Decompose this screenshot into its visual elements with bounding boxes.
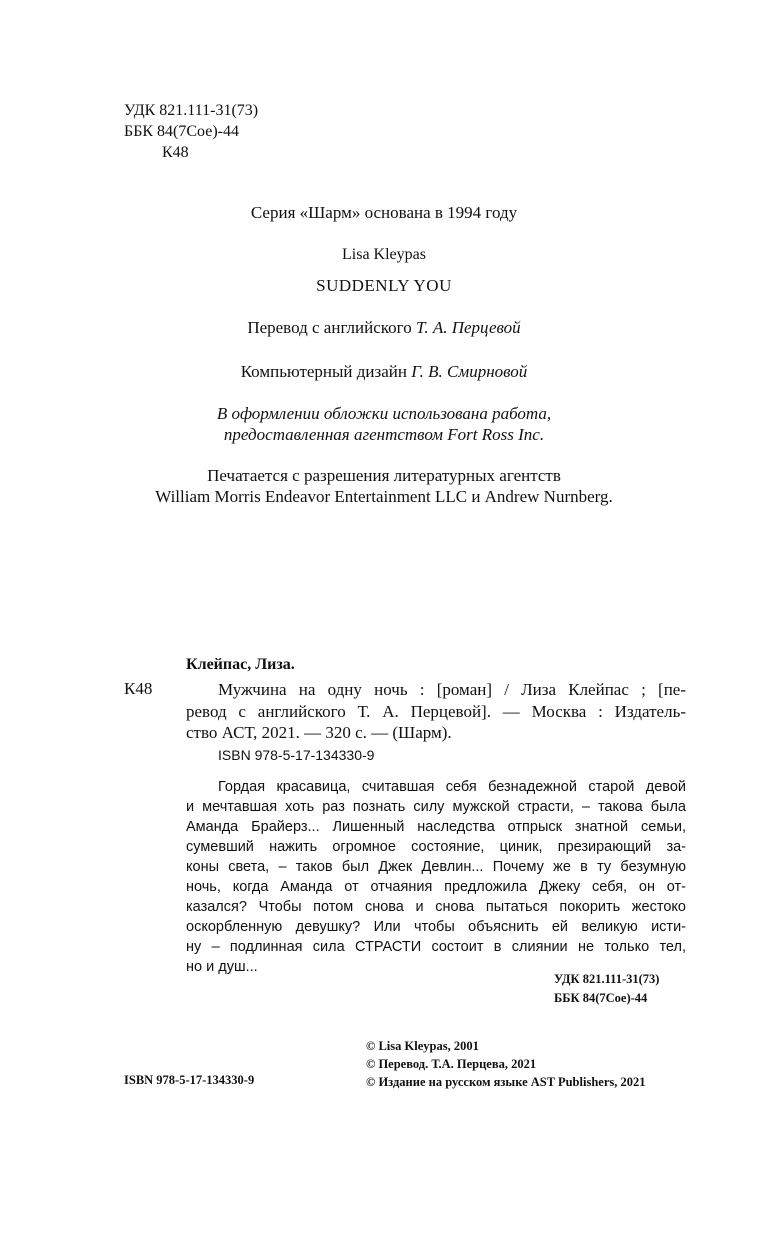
biblio-isbn: ISBN 978-5-17-134330-9 bbox=[218, 747, 375, 763]
classification-codes bbox=[124, 100, 258, 163]
copyright-line: © Перевод. Т.А. Перцева, 2021 bbox=[366, 1057, 537, 1071]
design-label: Компьютерный дизайн bbox=[240, 362, 407, 381]
abstract-line: и мечтавшая хоть раз познать силу мужской страсти, – такова была bbox=[186, 799, 686, 815]
udk-code: УДК 821.111-31(73) bbox=[124, 102, 259, 119]
abstract bbox=[186, 777, 686, 977]
classification-codes-bottom bbox=[554, 970, 659, 1008]
biblio-code: К48 bbox=[124, 679, 153, 698]
copyright-block bbox=[366, 1037, 646, 1091]
cover-note-line: предоставленная агентством Fort Ross Inc. bbox=[223, 425, 545, 444]
cover-note bbox=[0, 403, 768, 445]
copyright-line: © Lisa Kleypas, 2001 bbox=[366, 1039, 479, 1053]
biblio-line: Мужчина на одну ночь : [роман] / Лиза Клейпас ; [пе- bbox=[218, 680, 686, 699]
udk-code-bottom: УДК 821.111-31(73) bbox=[554, 972, 660, 986]
original-title: SUDDENLY YOU bbox=[316, 276, 452, 295]
permission-note bbox=[0, 465, 768, 507]
design-credit bbox=[0, 362, 768, 382]
bbk-code-bottom: ББК 84(7Сое)-44 bbox=[554, 991, 648, 1005]
series-note: Серия «Шарм» основана в 1994 году bbox=[250, 203, 518, 222]
translator-name: Т. А. Перцевой bbox=[415, 318, 521, 337]
isbn-bottom: ISBN 978-5-17-134330-9 bbox=[124, 1073, 255, 1087]
abstract-line: казался? Чтобы потом снова и снова пытаться покорить жестоко bbox=[186, 899, 686, 915]
abstract-line: ну – подлинная сила СТРАСТИ состоит в слиянии не только тел, bbox=[186, 939, 686, 955]
biblio-author: Клейпас, Лиза. bbox=[186, 656, 295, 673]
translation-credit bbox=[0, 318, 768, 338]
biblio-line: ревод с английского Т. А. Перцевой]. — Москва : Издатель- bbox=[186, 701, 686, 721]
copyright-line: © Издание на русском языке AST Publishers, 2021 bbox=[366, 1075, 646, 1089]
original-author: Lisa Kleypas bbox=[342, 246, 426, 263]
biblio-line: ство АСТ, 2021. — 320 с. — (Шарм). bbox=[186, 723, 452, 742]
cover-note-line: В оформлении обложки использована работа, bbox=[216, 404, 552, 423]
permission-line: William Morris Endeavor Entertainment LLC и Andrew Nurnberg. bbox=[155, 487, 613, 506]
abstract-line: Гордая красавица, считавшая себя безнадежной старой девой bbox=[218, 779, 686, 795]
biblio-description bbox=[186, 679, 686, 744]
abstract-line: Аманда Брайерз... Лишенный наследства отпрыск знатной семьи, bbox=[186, 819, 686, 835]
abstract-line: ночь, когда Аманда от отчаяния предложила Джеку себя, он от- bbox=[186, 879, 686, 895]
abstract-line: сумевший нажить огромное состояние, циник, презирающий за- bbox=[186, 839, 686, 855]
abstract-line: но и душ... bbox=[186, 959, 258, 975]
bbk-code: ББК 84(7Сое)-44 bbox=[124, 123, 239, 140]
author-mark: К48 bbox=[162, 144, 189, 161]
translation-label: Перевод с английского bbox=[247, 318, 412, 337]
abstract-line: коны света, – таков был Джек Девлин... Почему же в ту безумную bbox=[186, 859, 686, 875]
designer-name: Г. В. Смирновой bbox=[411, 362, 528, 381]
abstract-line: оскорбленную девушку? Или чтобы объяснить ей великую исти- bbox=[186, 919, 686, 935]
permission-line: Печатается с разрешения литературных агентств bbox=[207, 466, 561, 485]
